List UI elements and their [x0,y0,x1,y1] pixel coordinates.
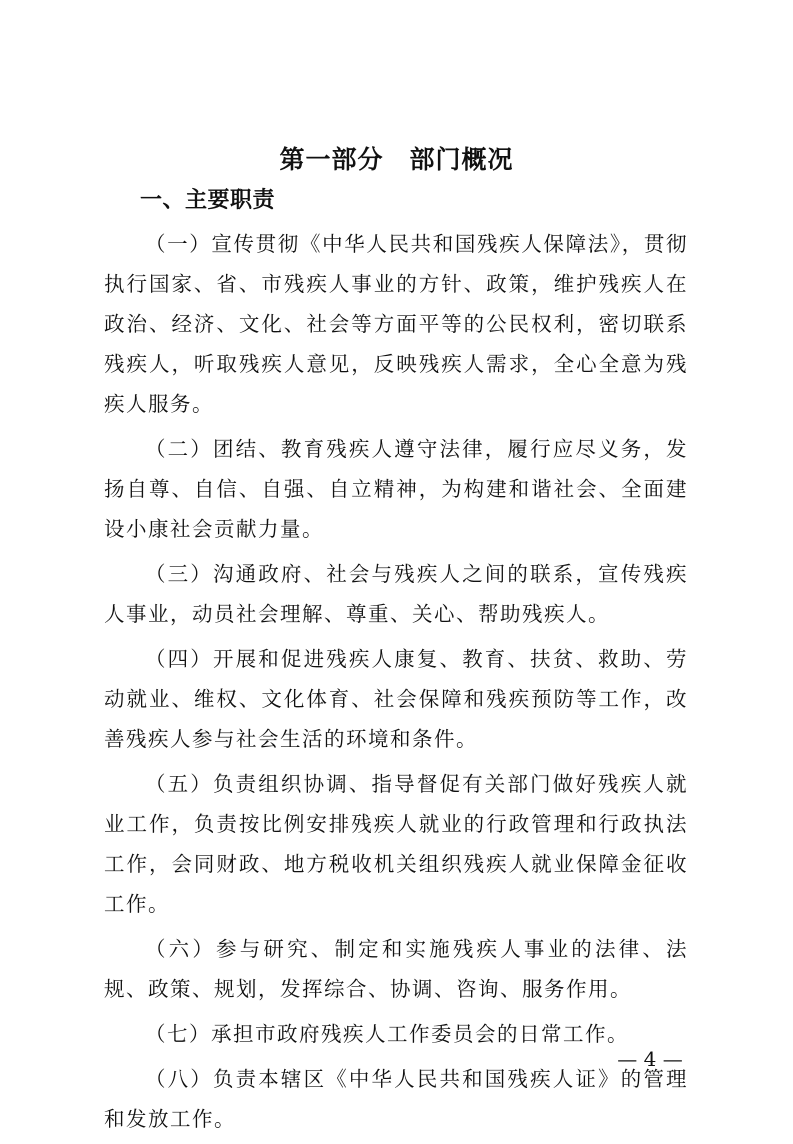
paragraph-8: （八）负责本辖区《中华人民共和国残疾人证》的管理和发放工作。 [104,1067,688,1131]
page-number: — 4 — [617,1047,683,1071]
section-heading: 一、主要职责 [140,188,276,213]
paragraph-1: （一）宣传贯彻《中华人民共和国残疾人保障法》，贯彻执行国家、省、市残疾人事业的方针、政策，维护残疾人在政治、经济、文化、社会等方面平等的公民权利，密切联系残疾人，听取残疾人意见，反映残疾人需求，全心全意为残疾人服务。 [104,232,688,416]
paragraph-6: （六）参与研究、制定和实施残疾人事业的法律、法规、政策、规划，发挥综合、协调、咨询、服务作用。 [104,937,688,1001]
paragraph-3: （三）沟通政府、社会与残疾人之间的联系，宣传残疾人事业，动员社会理解、尊重、关心、帮助残疾人。 [104,562,688,626]
page-title: 第一部分 部门概况 [279,145,514,174]
paragraph-4: （四）开展和促进残疾人康复、教育、扶贫、救助、劳动就业、维权、文化体育、社会保障和残疾预防等工作，改善残疾人参与社会生活的环境和条件。 [104,647,688,751]
paragraph-7: （七）承担市政府残疾人工作委员会的日常工作。 [145,1022,629,1046]
paragraph-2: （二）团结、教育残疾人遵守法律，履行应尽义务，发扬自尊、自信、自强、自立精神，为构建和谐社会、全面建设小康社会贡献力量。 [104,437,688,541]
body-text [104,224,688,1144]
paragraph-5: （五）负责组织协调、指导督促有关部门做好残疾人就业工作，负责按比例安排残疾人就业的行政管理和行政执法工作，会同财政、地方税收机关组织残疾人就业保障金征收工作。 [104,772,688,916]
